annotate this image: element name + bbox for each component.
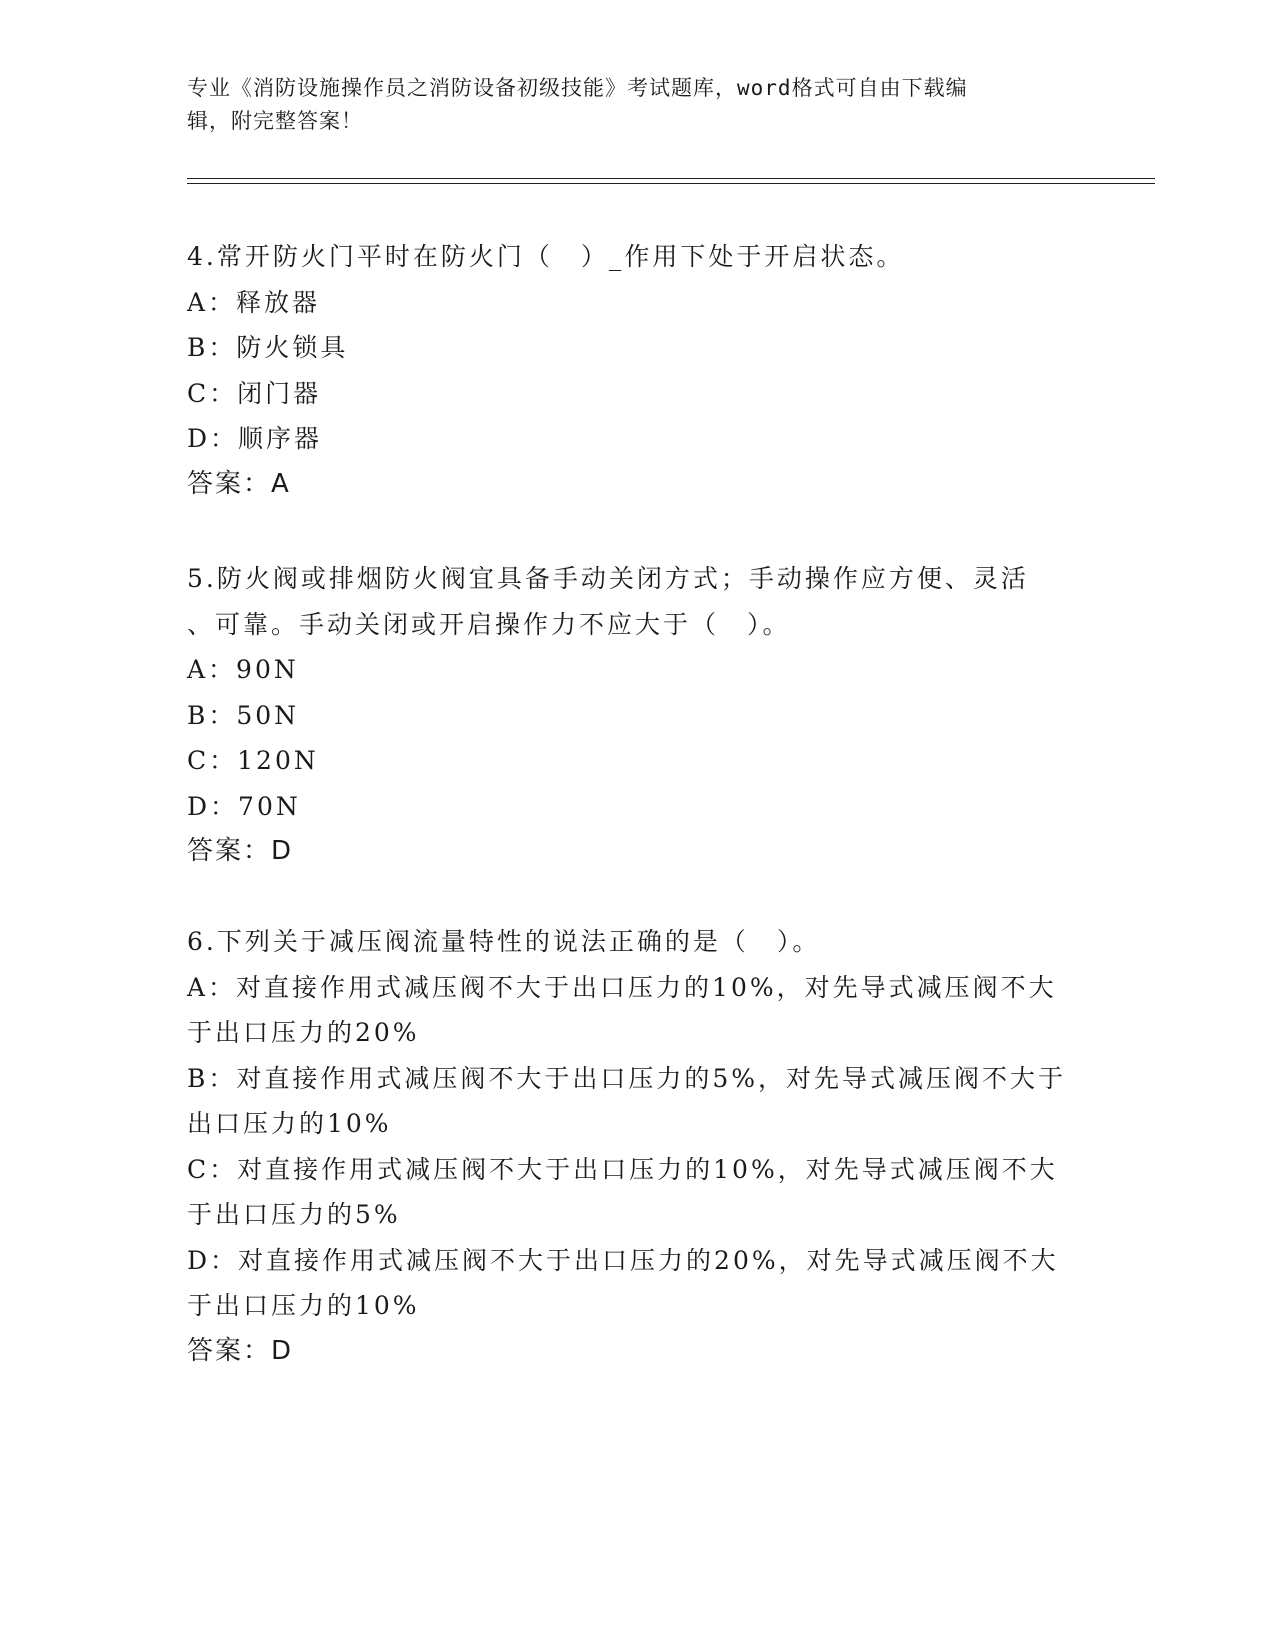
option-c: C：120N — [187, 746, 319, 775]
question-stem-line-1: 5.防火阀或排烟防火阀宜具备手动关闭方式；手动操作应方便、灵活 — [187, 564, 1029, 593]
option-a: A：释放器 — [187, 287, 321, 317]
header-line-2: 辑，附完整答案！ — [187, 109, 363, 133]
option-a-line-1: A：对直接作用式减压阀不大于出口压力的10%，对先导式减压阀不大 — [187, 972, 1057, 1002]
option-a: A：90N — [187, 655, 299, 684]
header-line-1: 专业《消防设施操作员之消防设备初级技能》考试题库，word格式可自由下载编 — [187, 76, 968, 100]
option-d: D：顺序器 — [187, 424, 323, 453]
question-stem-line-2: 、可靠。手动关闭或开启操作力不应大于（ ）。 — [187, 609, 791, 639]
option-b: B：50N — [187, 700, 300, 730]
question-5 — [187, 556, 1087, 875]
option-c: C：闭门器 — [187, 378, 322, 408]
question-stem: 4.常开防火门平时在防火门（ ）_作用下处于开启状态。 — [187, 242, 905, 271]
answer: 答案：D — [187, 836, 294, 866]
option-c-line-2: 于出口压力的5% — [187, 1200, 401, 1229]
header-divider-top — [187, 178, 1155, 179]
option-b-line-1: B：对直接作用式减压阀不大于出口压力的5%，对先导式减压阀不大于 — [187, 1063, 1067, 1093]
document-header — [187, 72, 1077, 138]
option-b-line-2: 出口压力的10% — [187, 1109, 392, 1138]
answer: 答案：A — [187, 468, 291, 499]
option-c-line-1: C：对直接作用式减压阀不大于出口压力的10%，对先导式减压阀不大 — [187, 1154, 1058, 1184]
question-4 — [187, 234, 1087, 507]
option-d-line-1: D：对直接作用式减压阀不大于出口压力的20%，对先导式减压阀不大 — [187, 1245, 1059, 1275]
option-a-line-2: 于出口压力的20% — [187, 1018, 420, 1047]
question-stem: 6.下列关于减压阀流量特性的说法正确的是（ ）。 — [187, 927, 821, 956]
header-divider-bottom — [187, 183, 1155, 184]
option-b: B：防火锁具 — [187, 333, 349, 362]
answer: 答案：D — [187, 1335, 294, 1366]
option-d: D：70N — [187, 791, 301, 821]
option-d-line-2: 于出口压力的10% — [187, 1291, 420, 1320]
question-6 — [187, 919, 1087, 1374]
